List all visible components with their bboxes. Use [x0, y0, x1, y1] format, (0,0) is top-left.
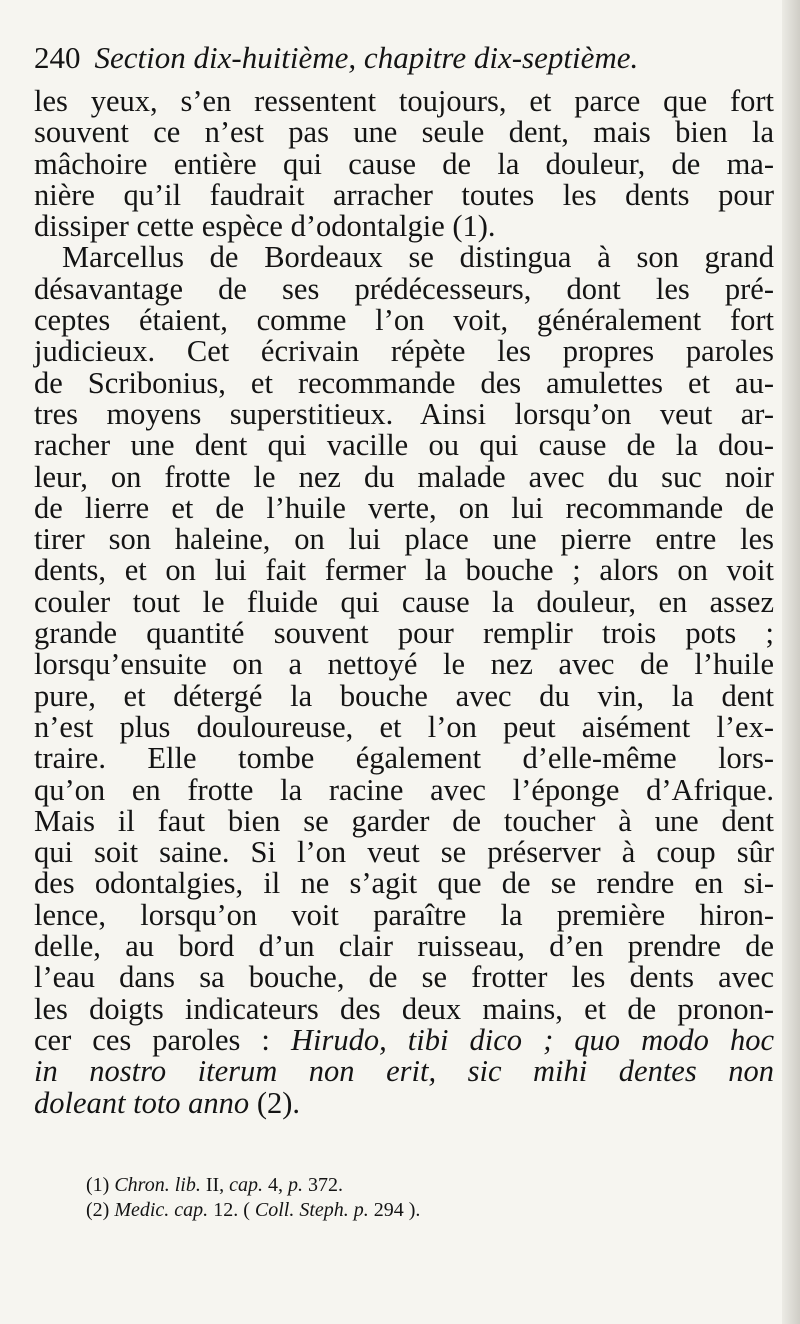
footnote-source: Coll. Steph. p. [254, 1198, 369, 1221]
text-line: lence, lorsqu’on voit paraître la première hiron- [34, 897, 774, 932]
footnote-mark: (1) [86, 1173, 115, 1196]
text-line-roman: cer ces paroles : [34, 1022, 291, 1057]
footnote-text: 372. [303, 1173, 344, 1196]
text-line: désavantage de ses prédécesseurs, dont les pré- [34, 271, 774, 306]
text-line: qu’on en frotte la racine avec l’éponge d’Afrique. [34, 772, 774, 807]
book-page [34, 38, 774, 1223]
text-line: souvent ce n’est pas une seule dent, mais bien la [34, 115, 774, 150]
running-title: Section dix-huitième, chapitre dix-septième. [94, 40, 639, 75]
text-line: l’eau dans sa bouche, de se frotter les dents avec [34, 960, 774, 995]
footnotes [34, 1173, 774, 1223]
text-line: couler tout le fluide qui cause la douleur, en assez [34, 584, 774, 619]
text-line: grande quantité souvent pour remplir trois pots ; [34, 616, 774, 651]
latin-incantation: in nostro iterum non erit, sic mihi dentes non [34, 1054, 774, 1089]
text-line: nière qu’il faudrait arracher toutes les dents pour [34, 177, 774, 212]
text-line: Mais il faut bien se garder de toucher à une dent [34, 803, 774, 838]
text-line: les doigts indicateurs des deux mains, et de pronon- [34, 991, 774, 1026]
text-line: des odontalgies, il ne s’agit que de se rendre en si- [34, 866, 774, 901]
footnote-text: 294 ). [368, 1198, 421, 1221]
text-line: ceptes étaient, comme l’on voit, généralement fort [34, 303, 774, 338]
body-text [34, 86, 774, 1119]
text-line: pure, et détergé la bouche avec du vin, la dent [34, 678, 774, 713]
footnote-mark: (2) [86, 1198, 115, 1221]
text-line: leur, on frotte le nez du malade avec du suc noir [34, 459, 774, 494]
text-line: traire. Elle tombe également d’elle-même lors- [34, 741, 774, 776]
text-line: delle, au bord d’un clair ruisseau, d’en prendre de [34, 929, 774, 964]
text-line: n’est plus douloureuse, et l’on peut aisément l’ex- [34, 709, 774, 744]
text-line: de Scribonius, et recommande des amulettes et au- [34, 365, 774, 400]
footnote-source: cap. [229, 1173, 264, 1196]
text-line: racher une dent qui vacille ou qui cause de la dou- [34, 428, 774, 463]
footnote-source: Medic. cap. [114, 1198, 209, 1221]
text-line: tres moyens superstitieux. Ainsi lorsqu’on veut ar- [34, 396, 774, 431]
latin-incantation: doleant toto anno [34, 1085, 250, 1120]
text-line: les yeux, s’en ressentent toujours, et parce que fort [34, 84, 774, 118]
text-line: lorsqu’ensuite on a nettoyé le nez avec de l’huile [34, 647, 774, 682]
text-line: dissiper cette espèce d’odontalgie (1). [34, 209, 496, 244]
running-header [34, 38, 774, 86]
text-line: dents, et on lui fait fermer la bouche ; alors on voit [34, 553, 774, 588]
text-line [34, 1085, 774, 1120]
text-line: mâchoire entière qui cause de la douleur, de ma- [34, 146, 774, 181]
page-number: 240 [34, 40, 81, 75]
latin-incantation: Hirudo, tibi dico ; quo modo hoc [290, 1022, 774, 1057]
footnote-text: II, [200, 1173, 230, 1196]
page-edge-shadow [782, 0, 800, 1324]
footnote-text: 4, [263, 1173, 289, 1196]
text-line: qui soit saine. Si l’on veut se préserver à coup sûr [34, 835, 774, 870]
footnote-text: 12. ( [208, 1198, 255, 1221]
text-line [34, 1022, 774, 1057]
text-line: judicieux. Cet écrivain répète les propres paroles [34, 334, 774, 369]
footnote-ref: (2). [249, 1085, 301, 1120]
footnote-source: p. [288, 1173, 304, 1196]
footnote-source: Chron. lib. [114, 1173, 201, 1196]
footnote-2 [86, 1198, 774, 1223]
text-line: tirer son haleine, on lui place une pierre entre les [34, 522, 774, 557]
text-line: Marcellus de Bordeaux se distingua à son grand [62, 240, 774, 275]
footnote-1 [86, 1173, 774, 1198]
text-line: de lierre et de l’huile verte, on lui recommande de [34, 490, 774, 525]
